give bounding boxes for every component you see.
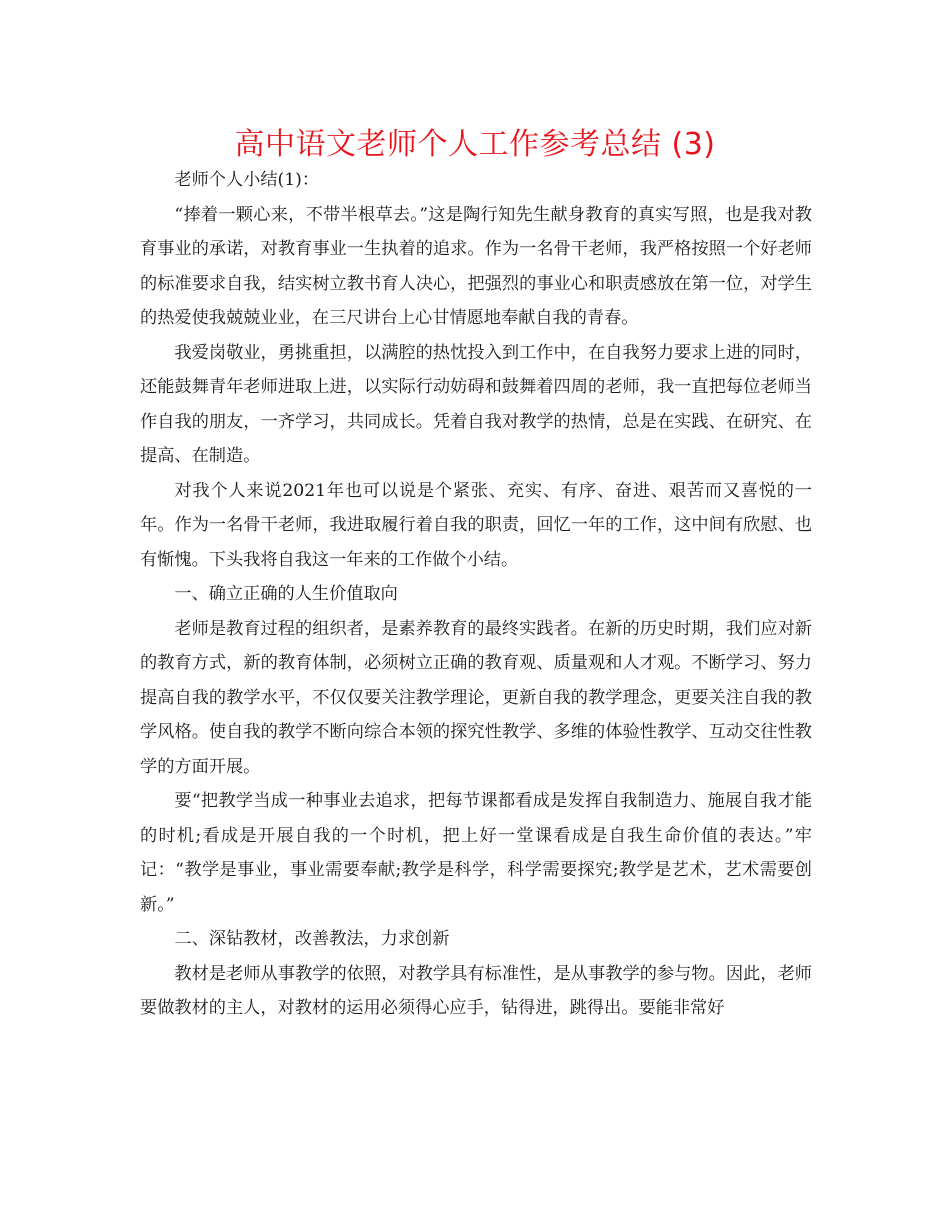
paragraph: 我爱岗敬业，勇挑重担，以满腔的热忱投入到工作中，在自我努力要求上进的同时，还能鼓舞青年老师进取上进，以实际行动妨碍和鼓舞着四周的老师，我一直把每位老师当作自我的朋友，一齐学习，共同成长。凭着自我对教学的热情，总是在实践、在研究、在提高、在制造。 [140, 342, 812, 466]
section-heading-1: 一、确立正确的人生价值取向 [174, 584, 398, 604]
section-heading-2: 二、深钻教材，改善教法，力求创新 [174, 929, 450, 949]
document-title: 高中语文老师个人工作参考总结 (3) [234, 127, 716, 162]
document-body [140, 163, 812, 1026]
paragraph: 对我个人来说2021年也可以说是个紧张、充实、有序、奋进、艰苦而又喜悦的一年。作为一名骨干老师，我进取履行着自我的职责，回忆一年的工作，这中间有欣慰、也有惭愧。下头我将自我这一年来的工作做个小结。 [140, 480, 812, 570]
paragraph: 教材是老师从事教学的依照，对教学具有标准性，是从事教学的参与物。因此，老师要做教材的主人，对教材的运用必须得心应手，钻得进，跳得出。要能非常好 [140, 963, 812, 1018]
paragraph: 要“把教学当成一种事业去追求，把每节课都看成是发挥自我制造力、施展自我才能的时机;看成是开展自我的一个时机，把上好一堂课看成是自我生命价值的表达。”牢记：“教学是事业，事业需要奉献;教学是科学，科学需要探究;教学是艺术，艺术需要创新。” [140, 791, 812, 915]
paragraph-heading-summary: 老师个人小结(1)： [174, 170, 320, 190]
paragraph: 老师是教育过程的组织者，是素养教育的最终实践者。在新的历史时期，我们应对新的教育方式，新的教育体制，必须树立正确的教育观、质量观和人才观。不断学习、努力提高自我的教学水平，不仅仅要关注教学理论，更新自我的教学理念，更要关注自我的教学风格。使自我的教学不断向综合本领的探究性教学、多维的体验性教学、互动交往性教学的方面开展。 [140, 618, 812, 777]
paragraph: “捧着一颗心来，不带半根草去。”这是陶行知先生献身教育的真实写照，也是我对教育事业的承诺，对教育事业一生执着的追求。作为一名骨干老师，我严格按照一个好老师的标准要求自我，结实树立教书育人决心，把强烈的事业心和职责感放在第一位，对学生的热爱使我兢兢业业，在三尺讲台上心甘情愿地奉献自我的青春。 [140, 204, 812, 328]
